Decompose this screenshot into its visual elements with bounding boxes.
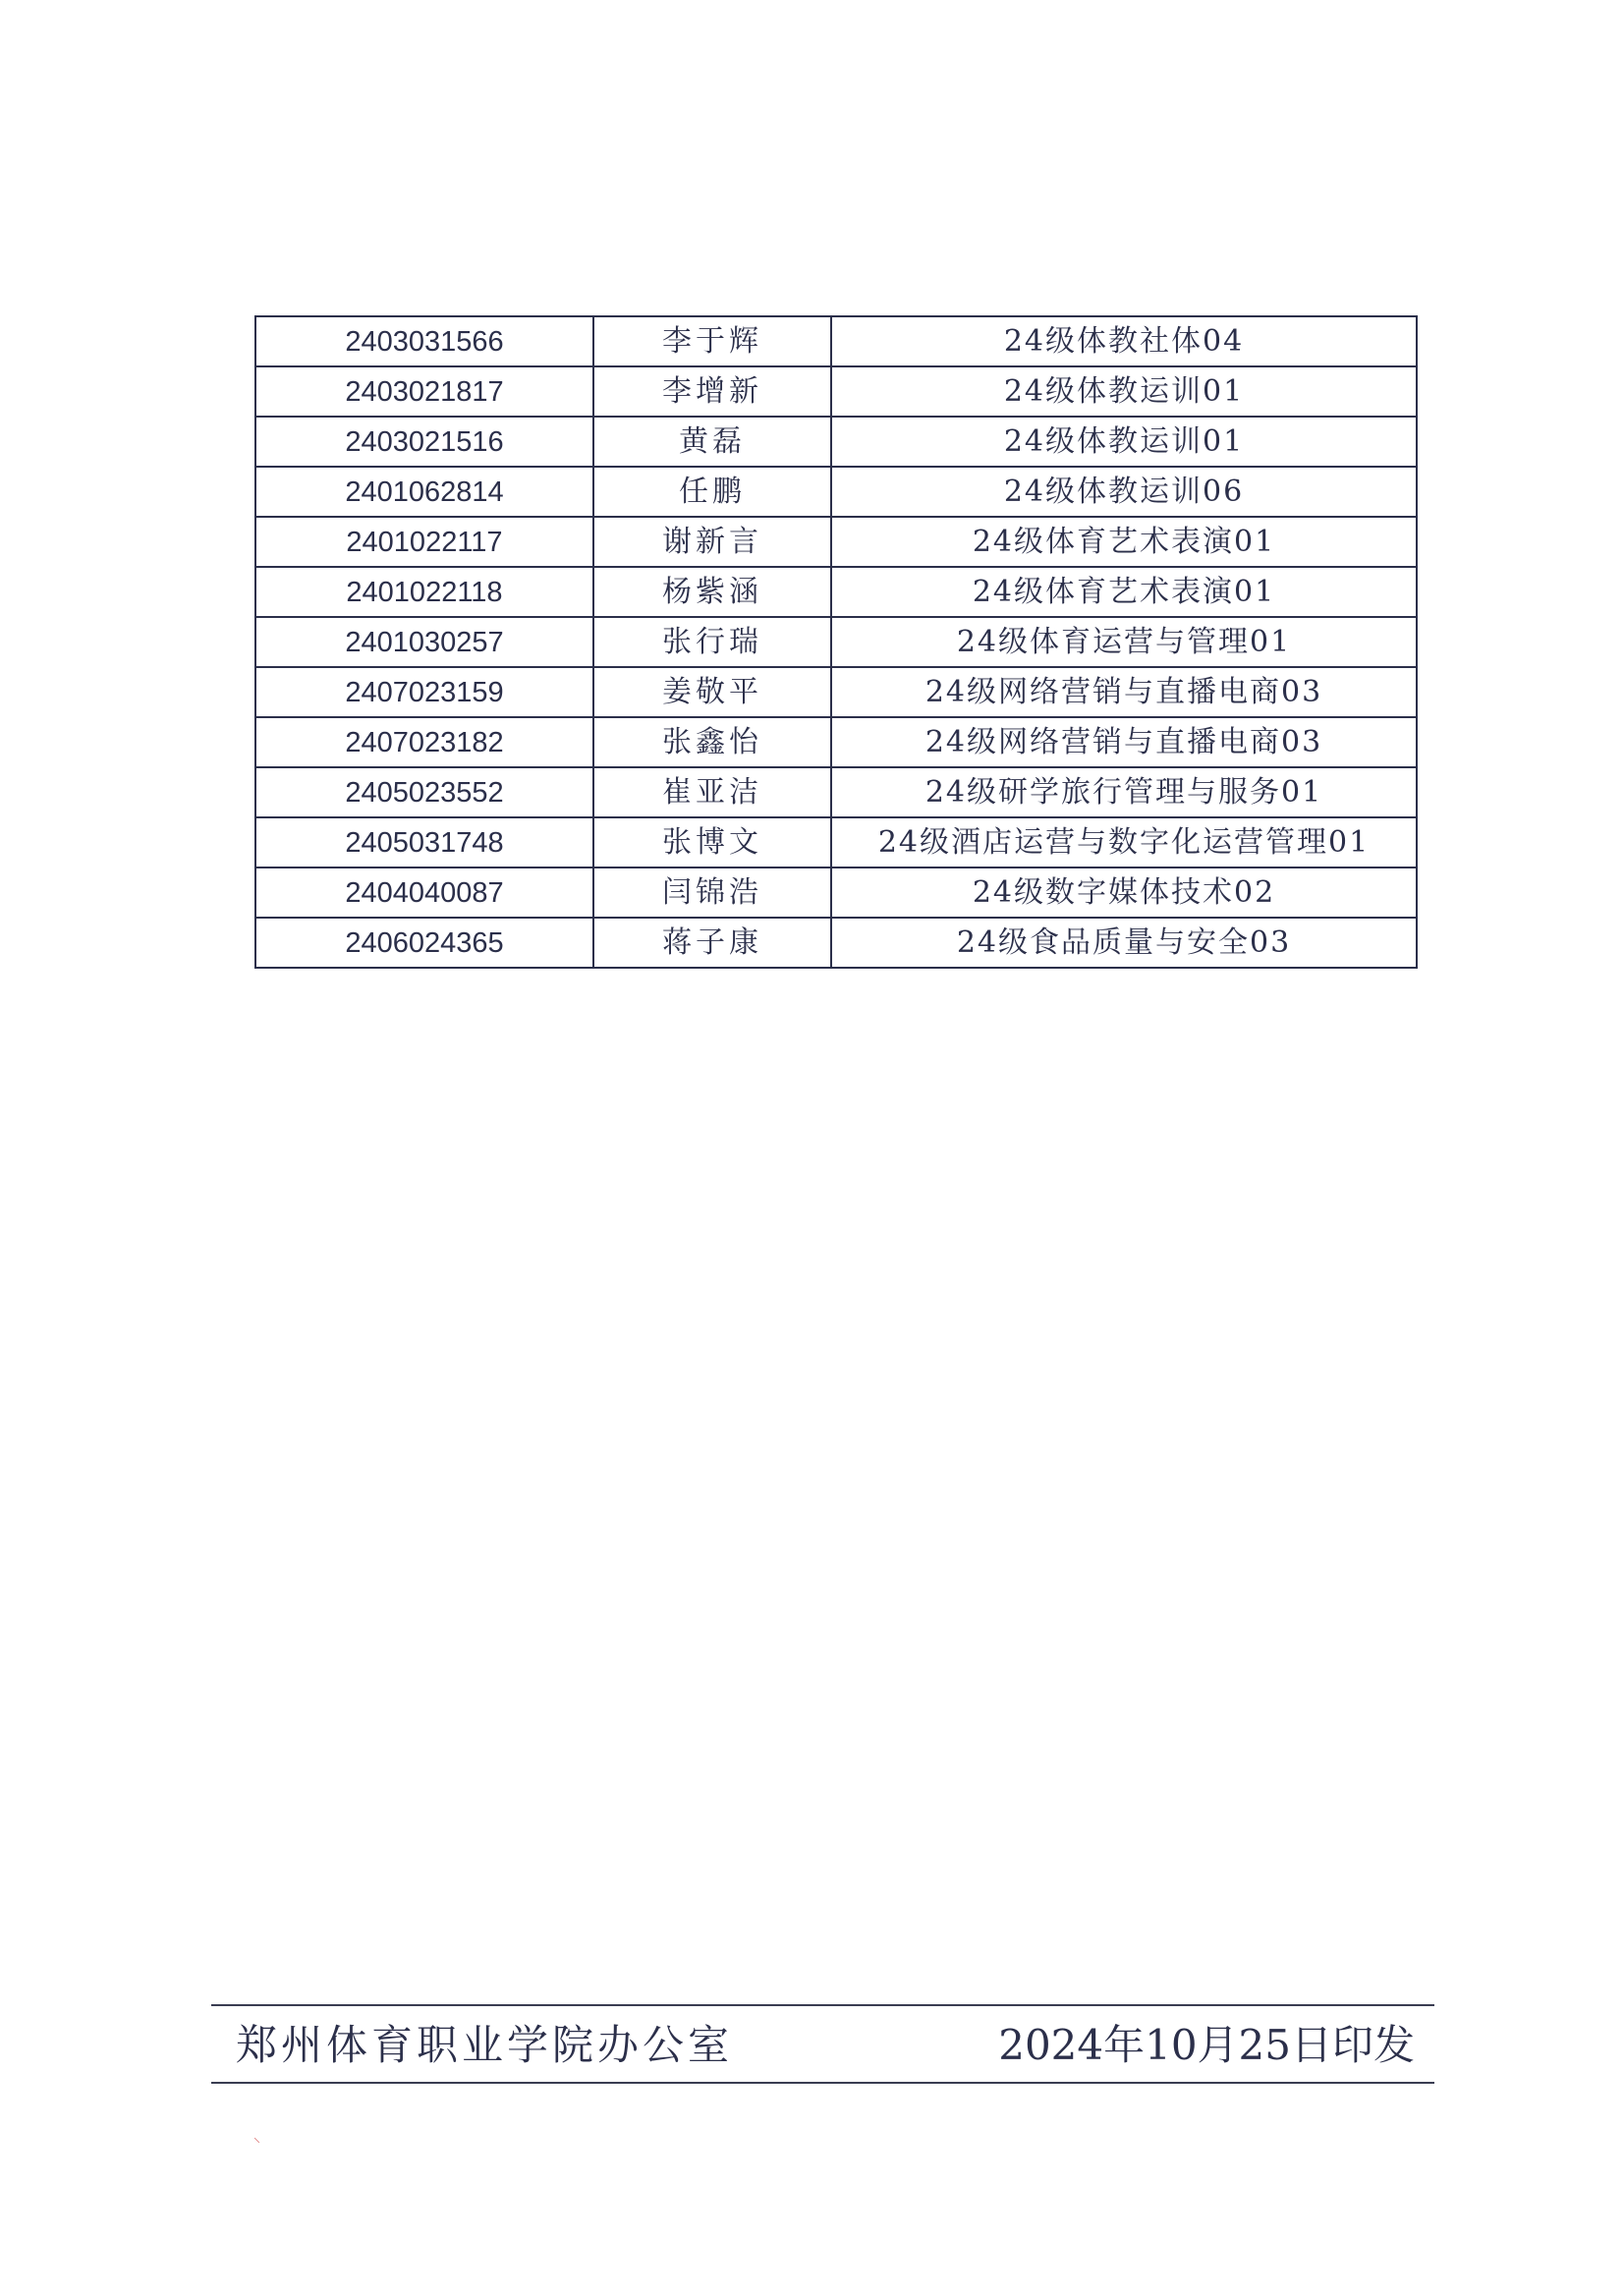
class-name-cell: 24级体育艺术表演01 <box>831 567 1417 617</box>
table-row <box>255 467 1417 517</box>
student-roster-table <box>254 315 1418 969</box>
class-name-cell: 24级体教社体04 <box>831 316 1417 366</box>
class-name-cell: 24级酒店运营与数字化运营管理01 <box>831 817 1417 868</box>
student-id-cell: 2407023182 <box>255 717 593 767</box>
class-name-cell: 24级食品质量与安全03 <box>831 918 1417 968</box>
table-row <box>255 817 1417 868</box>
table-row <box>255 717 1417 767</box>
student-id-cell: 2401022117 <box>255 517 593 567</box>
scan-speck-icon: ⸜ <box>253 2130 260 2146</box>
class-name-cell: 24级网络营销与直播电商03 <box>831 667 1417 717</box>
footer-top-rule <box>211 2004 1434 2006</box>
table-row <box>255 617 1417 667</box>
class-name-cell: 24级研学旅行管理与服务01 <box>831 767 1417 817</box>
student-name-cell: 任鹏 <box>593 467 831 517</box>
table-row <box>255 767 1417 817</box>
student-id-cell: 2401030257 <box>255 617 593 667</box>
student-id-cell: 2406024365 <box>255 918 593 968</box>
student-name-cell: 谢新言 <box>593 517 831 567</box>
student-id-cell: 2404040087 <box>255 868 593 918</box>
student-id-cell: 2405031748 <box>255 817 593 868</box>
class-name-cell: 24级体育艺术表演01 <box>831 517 1417 567</box>
class-name-cell: 24级数字媒体技术02 <box>831 868 1417 918</box>
student-id-cell: 2401062814 <box>255 467 593 517</box>
class-name-cell: 24级网络营销与直播电商03 <box>831 717 1417 767</box>
student-id-cell: 2403021516 <box>255 417 593 467</box>
student-name-cell: 闫锦浩 <box>593 868 831 918</box>
class-name-cell: 24级体教运训06 <box>831 467 1417 517</box>
roster-body <box>255 316 1417 968</box>
footer-bottom-rule <box>211 2082 1434 2084</box>
student-name-cell: 张行瑞 <box>593 617 831 667</box>
student-id-cell: 2405023552 <box>255 767 593 817</box>
student-name-cell: 张博文 <box>593 817 831 868</box>
class-name-cell: 24级体育运营与管理01 <box>831 617 1417 667</box>
table-row <box>255 316 1417 366</box>
student-id-cell: 2403021817 <box>255 366 593 417</box>
student-id-cell: 2407023159 <box>255 667 593 717</box>
table-row <box>255 517 1417 567</box>
student-name-cell: 李于辉 <box>593 316 831 366</box>
table-row <box>255 366 1417 417</box>
student-id-cell: 2403031566 <box>255 316 593 366</box>
student-name-cell: 张鑫怡 <box>593 717 831 767</box>
issue-date: 2024年10月25日印发 <box>998 2021 1415 2069</box>
student-name-cell: 崔亚洁 <box>593 767 831 817</box>
student-id-cell: 2401022118 <box>255 567 593 617</box>
student-name-cell: 蒋子康 <box>593 918 831 968</box>
student-name-cell: 杨紫涵 <box>593 567 831 617</box>
table-row <box>255 417 1417 467</box>
table-row <box>255 567 1417 617</box>
class-name-cell: 24级体教运训01 <box>831 366 1417 417</box>
student-name-cell: 李增新 <box>593 366 831 417</box>
table-row <box>255 868 1417 918</box>
table-row <box>255 918 1417 968</box>
class-name-cell: 24级体教运训01 <box>831 417 1417 467</box>
table-row <box>255 667 1417 717</box>
student-name-cell: 姜敬平 <box>593 667 831 717</box>
issuing-office: 郑州体育职业学院办公室 <box>236 2021 734 2069</box>
student-name-cell: 黄磊 <box>593 417 831 467</box>
